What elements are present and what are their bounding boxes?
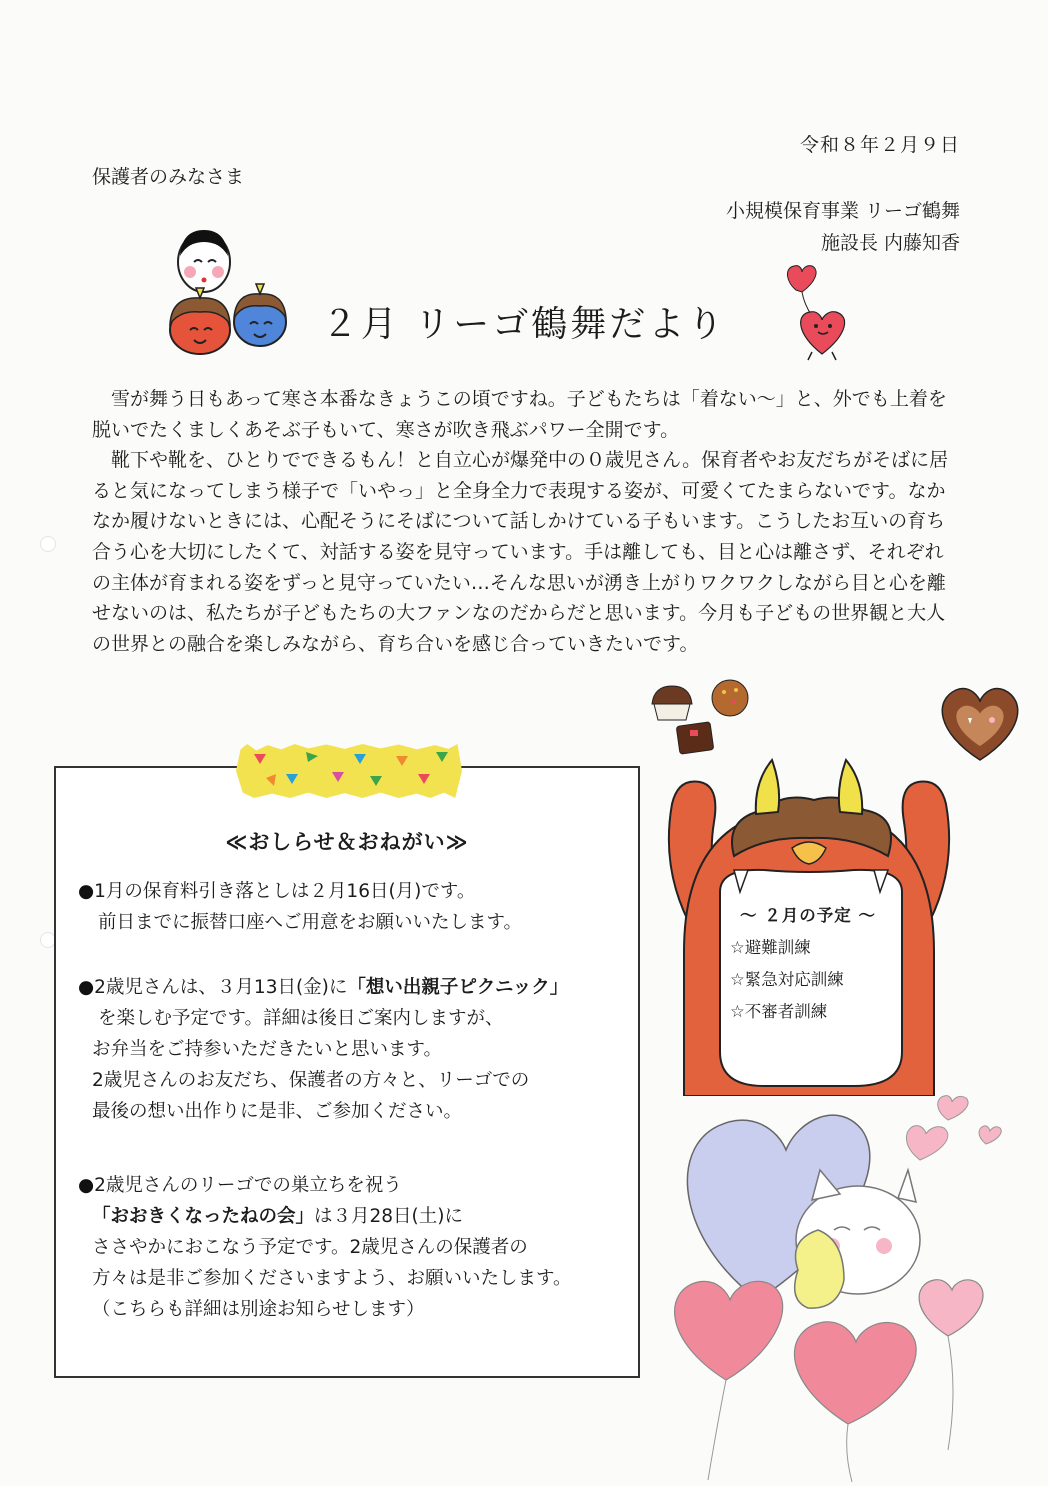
newsletter-title: ２月 リーゴ鶴舞だより: [321, 304, 727, 345]
bullet: ●: [78, 977, 95, 998]
event-name: 「おおきくなったねの会」: [92, 1206, 315, 1227]
schedule-heading: ～ ２月の予定 ～: [740, 906, 876, 925]
schedule-item: ☆緊急対応訓練: [730, 970, 844, 989]
director-name: 施設長 内藤知香: [820, 232, 960, 254]
letter-paragraph: 靴下や靴を、ひとりでできるもん！と自立心が爆発中の０歳児さん。保育者やお友だちがそばに居ると気になってしまう様子で「いやっ」と全身全力で表現する姿が、可愛くてたまらないです。なかなか履けないときには、心配そうにそばについて話しかけている子もいます。こうしたお互いの育ち合う心を大切にしたくて、対話する姿を見守っています。手は離しても、目と心は離さず、それぞれの主体が育まれる姿をずっと見守っていたい…そんな思いが湧き上がりワクワクしながら目と心を離せないのは、私たちが子どもたちの大ファンなのだからだと思います。今月も子どもの世界観と大人の世界との融合を楽しみながら、育ち合いを感じ合っていきたいです。: [92, 449, 949, 655]
notice-item-1: [78, 876, 630, 938]
notice-text: ささやかにおこなう予定です。2歳児さんの保護者の: [92, 1237, 528, 1258]
notice-text: 最後の想い出作りに是非、ご参加ください。: [92, 1101, 463, 1122]
organization-name: 小規模保育事業 リーゴ鶴舞: [725, 200, 960, 222]
greeting-letter: [92, 384, 952, 659]
notice-item-3: [78, 1170, 630, 1325]
notice-text: 1月の保育料引き落としは２月16日(月)です。: [94, 881, 476, 902]
notice-text: 2歳児さんのリーゴでの巣立ちを祝う: [94, 1175, 402, 1196]
notice-text: 2歳児さんのお友だち、保護者の方々と、リーゴでの: [92, 1070, 530, 1091]
notice-item-2: [78, 972, 630, 1127]
notice-text: を楽しむ予定です。詳細は後日ご案内しますが、: [98, 1008, 504, 1029]
notice-title: ≪おしらせ＆おねがい≫: [225, 830, 469, 854]
notice-text: （こちらも詳細は別途お知らせします）: [92, 1299, 425, 1320]
february-schedule: [730, 900, 876, 1028]
notice-text: 前日までに振替口座へご用意をお願いいたします。: [98, 912, 523, 933]
letter-paragraph: 雪が舞う日もあって寒さ本番なきょうこの頃ですね。子どもたちは「着ない～」と、外でも上着を脱いでたくましくあそぶ子もいて、寒さが吹き飛ぶパワー全開です。: [92, 388, 947, 441]
schedule-item: ☆不審者訓練: [730, 1002, 828, 1021]
punch-hole-top: [40, 536, 56, 552]
hearts-cat-illustration: [648, 1090, 1028, 1486]
notice-text: は３月28日(土)に: [314, 1206, 463, 1227]
event-name: 「想い出親子ピクニック」: [347, 977, 569, 998]
notice-text: 方々は是非ご参加くださいますよう、お願いいたします。: [92, 1268, 572, 1289]
triangle-pattern: [246, 748, 452, 794]
bullet: ●: [78, 881, 95, 902]
issue-date: 令和８年２月９日: [799, 134, 960, 156]
notice-text: お弁当をご持参いただきたいと思います。: [92, 1039, 443, 1060]
bullet: ●: [78, 1175, 95, 1196]
schedule-item: ☆避難訓練: [730, 938, 811, 957]
heart-character-illustration: [776, 262, 856, 362]
recipient: 保護者のみなさま: [92, 166, 245, 188]
notice-text: 2歳児さんは、３月13日(金)に: [94, 977, 348, 998]
chocolate-sweets-illustration: [644, 674, 764, 758]
